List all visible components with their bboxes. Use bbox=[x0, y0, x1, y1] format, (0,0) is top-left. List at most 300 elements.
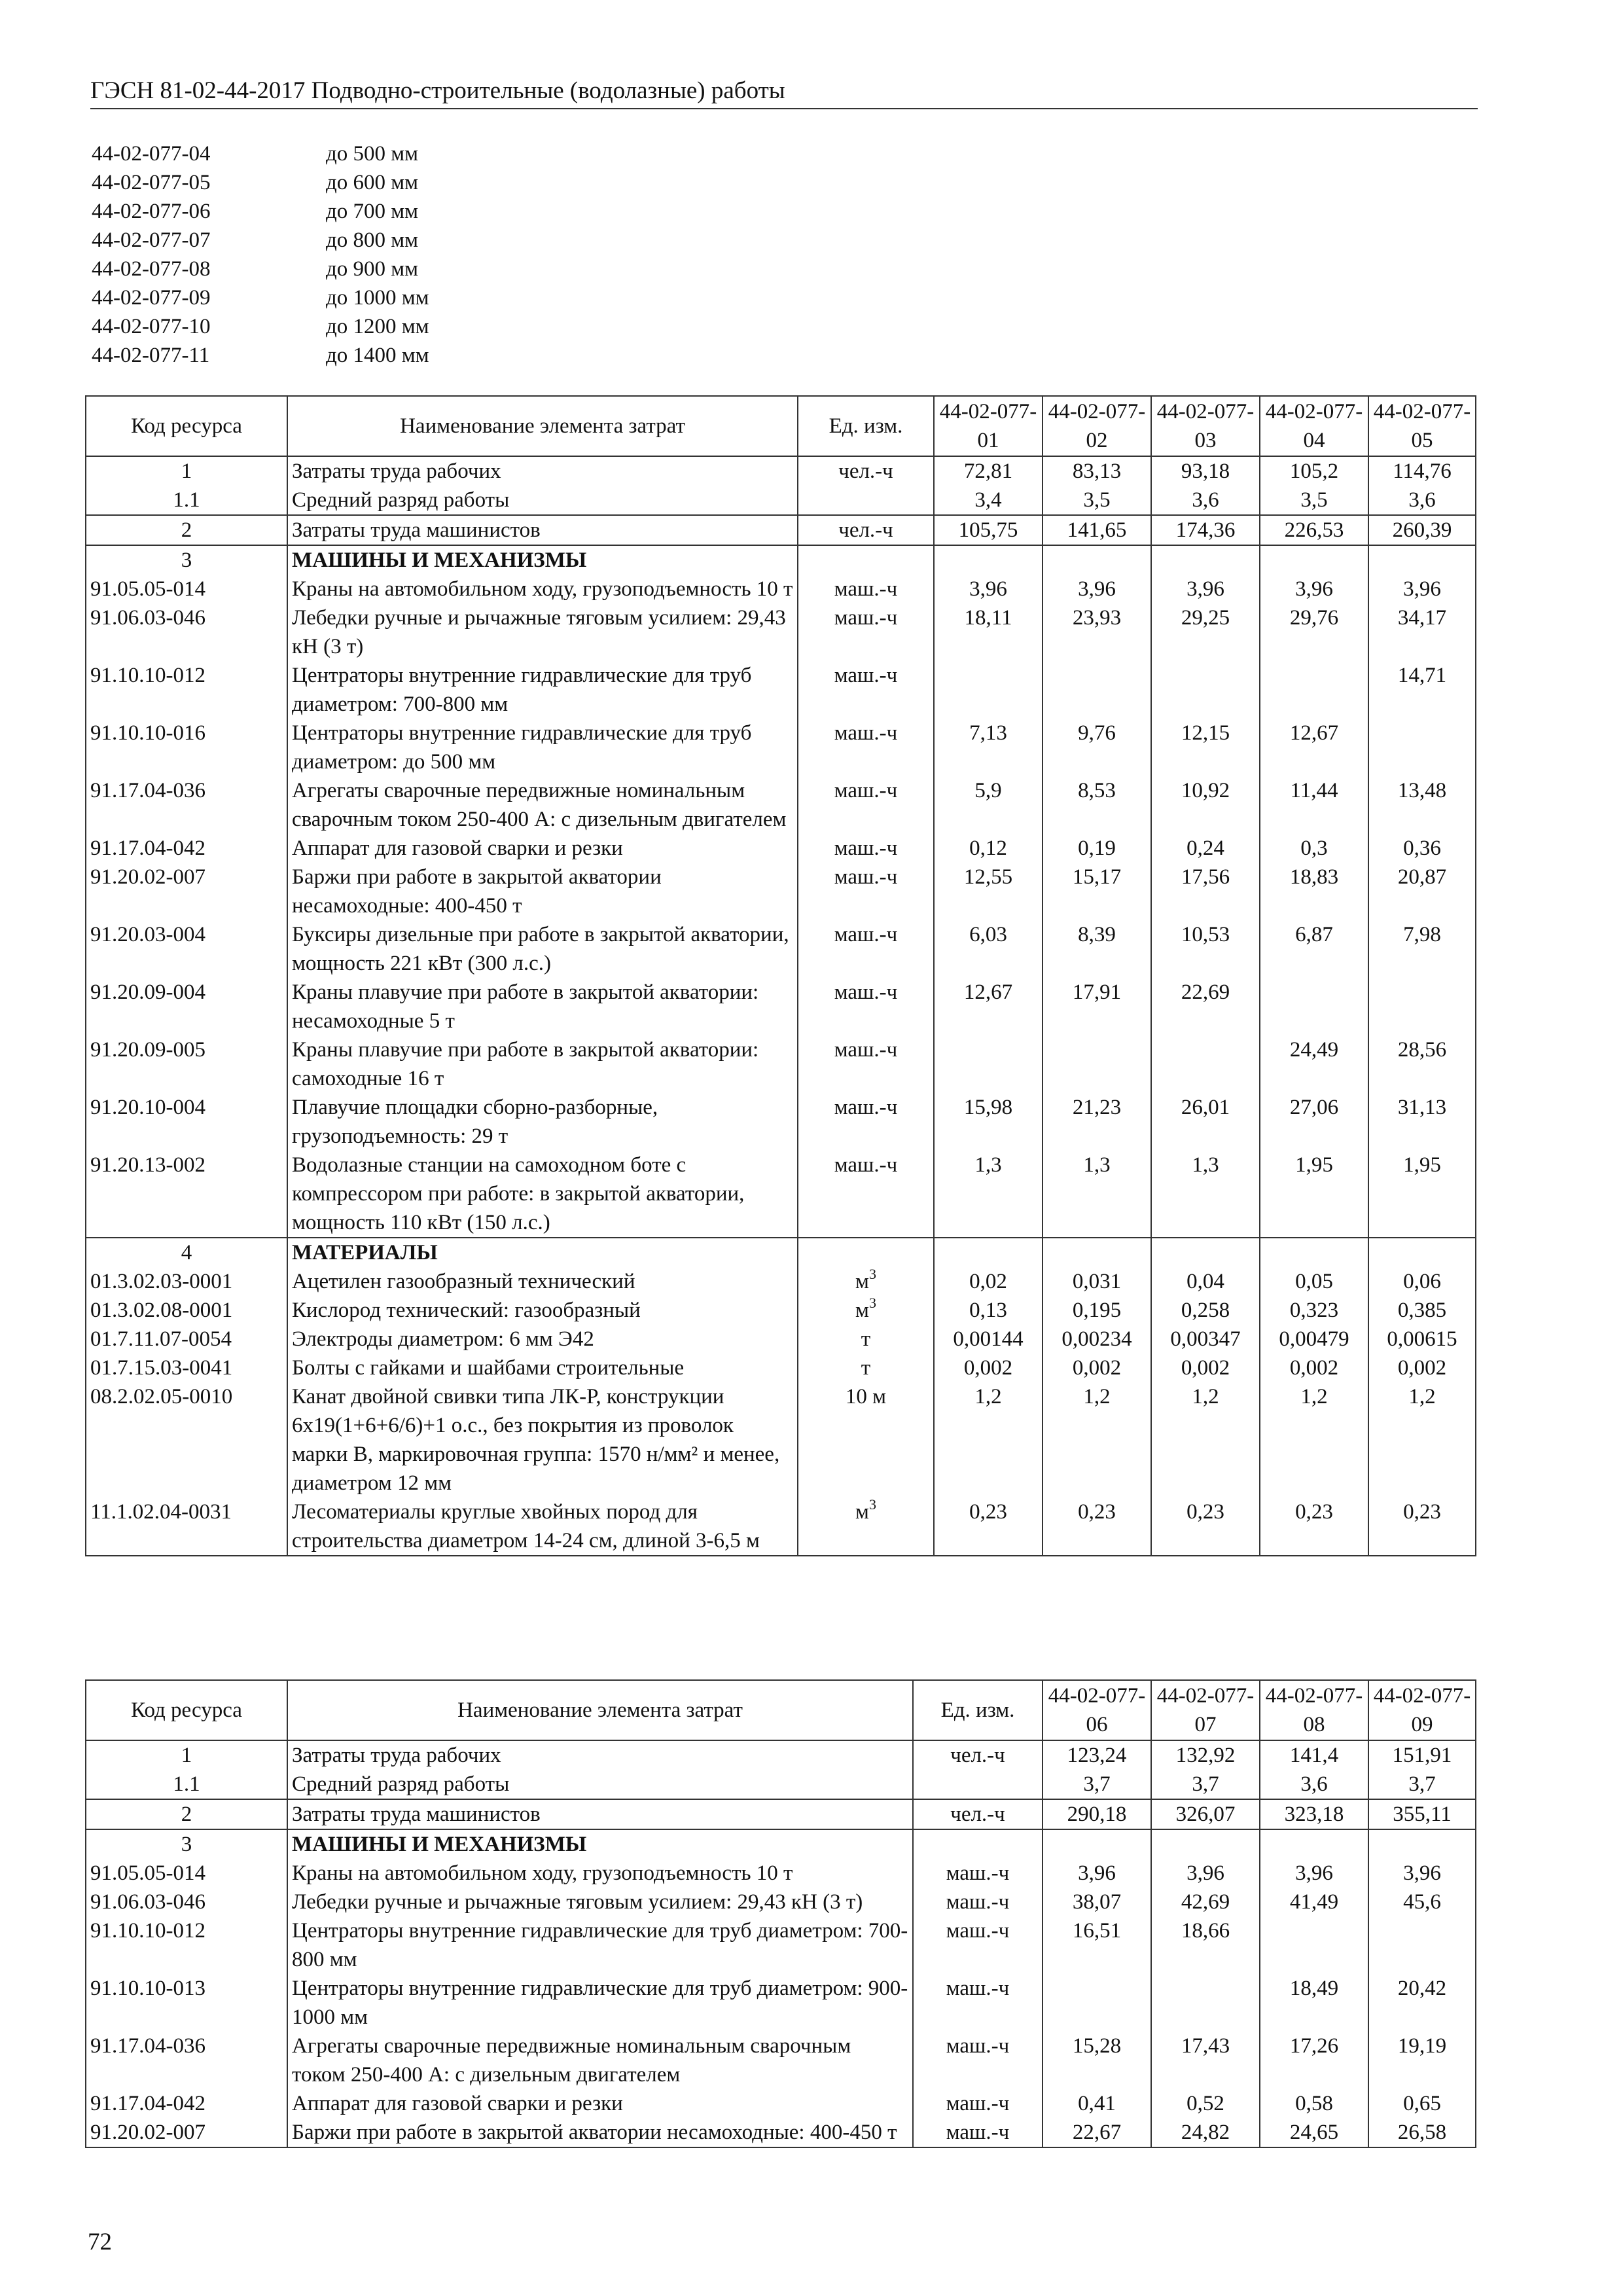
table-row bbox=[86, 603, 1476, 661]
value-cell: 3,4 bbox=[934, 486, 1043, 515]
table-row bbox=[86, 661, 1476, 719]
table-row bbox=[86, 1916, 1476, 1974]
header-col: 44-02-077-05 bbox=[1368, 396, 1476, 456]
unit-superscript: 3 bbox=[868, 1295, 876, 1311]
value-cell: 18,83 bbox=[1260, 863, 1368, 920]
resource-unit bbox=[798, 603, 934, 661]
code-number: 44-02-077-05 bbox=[92, 171, 211, 194]
resource-name: МАШИНЫ И МЕХАНИЗМЫ bbox=[287, 1829, 913, 1859]
value-cell: 290,18 bbox=[1043, 1799, 1151, 1829]
value-cell: 0,002 bbox=[1260, 1354, 1368, 1382]
resource-code: 08.2.02.05-0010 bbox=[86, 1382, 287, 1498]
value-cell: 8,39 bbox=[1043, 920, 1151, 978]
resource-name: Краны на автомобильном ходу, грузоподъемность 10 т bbox=[287, 1859, 913, 1888]
table-body bbox=[86, 1740, 1476, 2147]
value-cell: 141,65 bbox=[1043, 515, 1151, 545]
value-cell: 0,00234 bbox=[1043, 1325, 1151, 1354]
resource-name: Краны плавучие при работе в закрытой акватории: самоходные 16 т bbox=[287, 1035, 798, 1093]
value-cell: 3,96 bbox=[934, 575, 1043, 603]
code-number: 44-02-077-04 bbox=[92, 142, 211, 166]
value-cell bbox=[1260, 1916, 1368, 1974]
value-cell: 0,23 bbox=[1043, 1498, 1151, 1556]
resource-code: 11.1.02.04-0031 bbox=[86, 1498, 287, 1556]
unit-text: маш.-ч bbox=[834, 664, 898, 687]
table-row bbox=[86, 1238, 1476, 1267]
value-cell: 17,56 bbox=[1151, 863, 1260, 920]
value-cell: 34,17 bbox=[1368, 603, 1476, 661]
value-cell: 24,65 bbox=[1260, 2118, 1368, 2147]
header-code: Код ресурса bbox=[86, 396, 287, 456]
value-cell: 19,19 bbox=[1368, 2032, 1476, 2089]
value-cell: 17,43 bbox=[1151, 2032, 1260, 2089]
value-cell: 93,18 bbox=[1151, 456, 1260, 486]
code-description: до 1400 мм bbox=[326, 344, 429, 367]
header-col: 44-02-077-01 bbox=[934, 396, 1043, 456]
table-row bbox=[86, 515, 1476, 545]
resource-code: 1.1 bbox=[86, 486, 287, 515]
value-cell: 0,36 bbox=[1368, 834, 1476, 863]
value-cell: 174,36 bbox=[1151, 515, 1260, 545]
value-cell bbox=[1043, 1035, 1151, 1093]
value-cell bbox=[1151, 1829, 1260, 1859]
value-cell: 18,49 bbox=[1260, 1974, 1368, 2032]
resource-unit bbox=[798, 719, 934, 776]
value-cell: 45,6 bbox=[1368, 1888, 1476, 1916]
resource-unit bbox=[798, 456, 934, 486]
value-cell bbox=[1260, 1829, 1368, 1859]
resource-name: Затраты труда рабочих bbox=[287, 456, 798, 486]
value-cell: 10,53 bbox=[1151, 920, 1260, 978]
value-cell: 72,81 bbox=[934, 456, 1043, 486]
value-cell: 0,41 bbox=[1043, 2089, 1151, 2118]
value-cell: 83,13 bbox=[1043, 456, 1151, 486]
value-cell: 0,00347 bbox=[1151, 1325, 1260, 1354]
code-list-item bbox=[92, 341, 429, 370]
value-cell: 0,031 bbox=[1043, 1267, 1151, 1296]
resource-name: Краны на автомобильном ходу, грузоподъемность 10 т bbox=[287, 575, 798, 603]
table-row bbox=[86, 456, 1476, 486]
value-cell: 3,6 bbox=[1368, 486, 1476, 515]
value-cell bbox=[1043, 1238, 1151, 1267]
resource-unit bbox=[798, 978, 934, 1035]
value-cell: 9,76 bbox=[1043, 719, 1151, 776]
value-cell bbox=[1368, 1916, 1476, 1974]
table-row bbox=[86, 2089, 1476, 2118]
value-cell: 15,17 bbox=[1043, 863, 1151, 920]
resource-code: 91.10.10-016 bbox=[86, 719, 287, 776]
resource-code: 1 bbox=[86, 1740, 287, 1770]
value-cell bbox=[1043, 661, 1151, 719]
unit-text: маш.-ч bbox=[834, 1153, 898, 1177]
value-cell: 15,98 bbox=[934, 1093, 1043, 1151]
value-cell: 31,13 bbox=[1368, 1093, 1476, 1151]
value-cell: 3,6 bbox=[1260, 1770, 1368, 1799]
code-description: до 1000 мм bbox=[326, 286, 429, 310]
table-row bbox=[86, 1740, 1476, 1770]
value-cell: 326,07 bbox=[1151, 1799, 1260, 1829]
unit-text: чел.-ч bbox=[950, 1803, 1005, 1826]
table-row bbox=[86, 1498, 1476, 1556]
resource-name: Канат двойной свивки типа ЛК-Р, конструкции 6х19(1+6+6/6)+1 о.с., без покрытия из проволок марки В, маркировочная группа: 1570 н/мм² и менее, диаметром 12 мм bbox=[287, 1382, 798, 1498]
value-cell: 0,002 bbox=[1151, 1354, 1260, 1382]
resource-code: 91.05.05-014 bbox=[86, 1859, 287, 1888]
unit-text: маш.-ч bbox=[834, 577, 898, 601]
table-header-row bbox=[86, 1680, 1476, 1740]
header-name: Наименование элемента затрат bbox=[287, 1680, 913, 1740]
value-cell bbox=[1368, 545, 1476, 575]
table-header-row bbox=[86, 396, 1476, 456]
value-cell: 3,7 bbox=[1043, 1770, 1151, 1799]
value-cell: 26,58 bbox=[1368, 2118, 1476, 2147]
resource-code: 91.17.04-036 bbox=[86, 2032, 287, 2089]
resource-unit bbox=[798, 661, 934, 719]
resource-unit bbox=[798, 1267, 934, 1296]
resource-unit bbox=[798, 515, 934, 545]
value-cell bbox=[934, 545, 1043, 575]
resource-code: 2 bbox=[86, 1799, 287, 1829]
table-row bbox=[86, 1382, 1476, 1498]
code-description: до 500 мм bbox=[326, 142, 419, 166]
table-row bbox=[86, 1770, 1476, 1799]
code-description: до 600 мм bbox=[326, 171, 419, 194]
value-cell: 3,7 bbox=[1151, 1770, 1260, 1799]
code-list-item bbox=[92, 168, 429, 197]
resource-code: 2 bbox=[86, 515, 287, 545]
value-cell bbox=[1151, 661, 1260, 719]
resource-code: 01.3.02.03-0001 bbox=[86, 1267, 287, 1296]
code-list-item bbox=[92, 226, 429, 255]
value-cell: 7,13 bbox=[934, 719, 1043, 776]
table-row bbox=[86, 1829, 1476, 1859]
resource-unit bbox=[798, 1151, 934, 1238]
code-list-item bbox=[92, 283, 429, 312]
resource-name: Аппарат для газовой сварки и резки bbox=[287, 2089, 913, 2118]
value-cell: 1,95 bbox=[1260, 1151, 1368, 1238]
value-cell: 0,002 bbox=[1368, 1354, 1476, 1382]
resource-name: Буксиры дизельные при работе в закрытой акватории, мощность 221 кВт (300 л.с.) bbox=[287, 920, 798, 978]
table-row bbox=[86, 1267, 1476, 1296]
unit-text: м bbox=[855, 1500, 869, 1524]
value-cell: 18,66 bbox=[1151, 1916, 1260, 1974]
table-row bbox=[86, 1888, 1476, 1916]
value-cell: 1,95 bbox=[1368, 1151, 1476, 1238]
value-cell: 15,28 bbox=[1043, 2032, 1151, 2089]
code-number: 44-02-077-10 bbox=[92, 315, 211, 338]
resource-code: 91.20.13-002 bbox=[86, 1151, 287, 1238]
value-cell: 3,96 bbox=[1043, 575, 1151, 603]
resource-code: 91.06.03-046 bbox=[86, 1888, 287, 1916]
unit-text: маш.-ч bbox=[946, 1977, 1010, 2000]
resource-code: 91.17.04-036 bbox=[86, 776, 287, 834]
resource-code: 3 bbox=[86, 1829, 287, 1859]
value-cell: 3,96 bbox=[1151, 1859, 1260, 1888]
value-cell bbox=[1368, 1238, 1476, 1267]
header-code: Код ресурса bbox=[86, 1680, 287, 1740]
resource-code: 1.1 bbox=[86, 1770, 287, 1799]
resource-unit bbox=[798, 863, 934, 920]
value-cell: 0,00479 bbox=[1260, 1325, 1368, 1354]
header-col: 44-02-077-08 bbox=[1260, 1680, 1368, 1740]
value-cell: 16,51 bbox=[1043, 1916, 1151, 1974]
value-cell: 3,5 bbox=[1043, 486, 1151, 515]
value-cell: 3,96 bbox=[1151, 575, 1260, 603]
table-row bbox=[86, 486, 1476, 515]
value-cell: 1,2 bbox=[1368, 1382, 1476, 1498]
value-cell bbox=[1151, 1035, 1260, 1093]
value-cell: 3,7 bbox=[1368, 1770, 1476, 1799]
unit-text: маш.-ч bbox=[834, 865, 898, 889]
code-list-item bbox=[92, 197, 429, 226]
value-cell: 10,92 bbox=[1151, 776, 1260, 834]
table-row bbox=[86, 1296, 1476, 1325]
table-row bbox=[86, 545, 1476, 575]
page-number: 72 bbox=[88, 2229, 112, 2255]
resource-code: 91.20.02-007 bbox=[86, 2118, 287, 2147]
resource-code: 91.20.09-005 bbox=[86, 1035, 287, 1093]
code-list-item bbox=[92, 255, 429, 283]
value-cell: 29,25 bbox=[1151, 603, 1260, 661]
resource-name: Лесоматериалы круглые хвойных пород для строительства диаметром 14-24 см, длиной 3-6,5 м bbox=[287, 1498, 798, 1556]
resource-code: 91.06.03-046 bbox=[86, 603, 287, 661]
value-cell: 0,23 bbox=[1260, 1498, 1368, 1556]
value-cell: 123,24 bbox=[1043, 1740, 1151, 1770]
resource-code: 91.17.04-042 bbox=[86, 834, 287, 863]
value-cell: 0,195 bbox=[1043, 1296, 1151, 1325]
resource-code: 1 bbox=[86, 456, 287, 486]
resource-name: Центраторы внутренние гидравлические для труб диаметром: 700-800 мм bbox=[287, 661, 798, 719]
resource-name: Центраторы внутренние гидравлические для труб диаметром: 900-1000 мм bbox=[287, 1974, 913, 2032]
value-cell: 23,93 bbox=[1043, 603, 1151, 661]
resource-unit bbox=[798, 1354, 934, 1382]
value-cell: 6,03 bbox=[934, 920, 1043, 978]
value-cell: 5,9 bbox=[934, 776, 1043, 834]
value-cell bbox=[1368, 1829, 1476, 1859]
unit-text: маш.-ч bbox=[946, 1919, 1010, 1943]
unit-text: маш.-ч bbox=[946, 2092, 1010, 2115]
unit-text: чел.-ч bbox=[950, 1744, 1005, 1767]
unit-text: м bbox=[855, 1270, 869, 1293]
table-row bbox=[86, 978, 1476, 1035]
header-col: 44-02-077-03 bbox=[1151, 396, 1260, 456]
resource-unit bbox=[913, 1770, 1043, 1799]
header-col: 44-02-077-02 bbox=[1043, 396, 1151, 456]
value-cell bbox=[1151, 545, 1260, 575]
resource-name: Ацетилен газообразный технический bbox=[287, 1267, 798, 1296]
value-cell bbox=[1368, 978, 1476, 1035]
value-cell: 0,24 bbox=[1151, 834, 1260, 863]
code-list-item bbox=[92, 312, 429, 341]
value-cell: 141,4 bbox=[1260, 1740, 1368, 1770]
value-cell: 0,23 bbox=[1151, 1498, 1260, 1556]
unit-text: маш.-ч bbox=[834, 1096, 898, 1119]
resource-unit bbox=[913, 1740, 1043, 1770]
resource-name: Плавучие площадки сборно-разборные, грузоподъемность: 29 т bbox=[287, 1093, 798, 1151]
value-cell bbox=[1043, 1974, 1151, 2032]
unit-text: маш.-ч bbox=[834, 1038, 898, 1062]
unit-text: маш.-ч bbox=[834, 606, 898, 630]
resource-unit bbox=[913, 2089, 1043, 2118]
value-cell: 0,3 bbox=[1260, 834, 1368, 863]
code-description: до 900 мм bbox=[326, 257, 419, 281]
unit-superscript: 3 bbox=[868, 1496, 876, 1513]
resource-unit bbox=[913, 1829, 1043, 1859]
value-cell: 0,385 bbox=[1368, 1296, 1476, 1325]
value-cell: 0,58 bbox=[1260, 2089, 1368, 2118]
resource-unit bbox=[798, 1035, 934, 1093]
resource-unit bbox=[798, 1325, 934, 1354]
value-cell: 3,96 bbox=[1368, 1859, 1476, 1888]
value-cell: 22,67 bbox=[1043, 2118, 1151, 2147]
value-cell: 21,23 bbox=[1043, 1093, 1151, 1151]
resource-unit bbox=[798, 1093, 934, 1151]
value-cell bbox=[1260, 978, 1368, 1035]
code-number: 44-02-077-08 bbox=[92, 257, 211, 281]
unit-text: т bbox=[861, 1327, 871, 1351]
value-cell: 17,26 bbox=[1260, 2032, 1368, 2089]
header-name: Наименование элемента затрат bbox=[287, 396, 798, 456]
unit-text: маш.-ч bbox=[834, 980, 898, 1004]
header-col: 44-02-077-06 bbox=[1043, 1680, 1151, 1740]
resource-unit bbox=[798, 1498, 934, 1556]
header-col: 44-02-077-04 bbox=[1260, 396, 1368, 456]
resource-table-1 bbox=[85, 395, 1476, 1556]
value-cell: 3,96 bbox=[1043, 1859, 1151, 1888]
value-cell: 14,71 bbox=[1368, 661, 1476, 719]
resource-code: 01.3.02.08-0001 bbox=[86, 1296, 287, 1325]
resource-unit bbox=[798, 776, 934, 834]
value-cell bbox=[934, 1238, 1043, 1267]
value-cell: 1,2 bbox=[1043, 1382, 1151, 1498]
value-cell: 0,12 bbox=[934, 834, 1043, 863]
value-cell: 12,67 bbox=[1260, 719, 1368, 776]
resource-code: 91.17.04-042 bbox=[86, 2089, 287, 2118]
unit-text: маш.-ч bbox=[946, 2034, 1010, 2058]
resource-unit bbox=[913, 2032, 1043, 2089]
unit-text: маш.-ч bbox=[946, 1861, 1010, 1885]
value-cell: 3,96 bbox=[1260, 575, 1368, 603]
unit-text: т bbox=[861, 1356, 871, 1380]
value-cell: 0,13 bbox=[934, 1296, 1043, 1325]
value-cell: 0,23 bbox=[1368, 1498, 1476, 1556]
value-cell: 3,96 bbox=[1368, 575, 1476, 603]
value-cell: 226,53 bbox=[1260, 515, 1368, 545]
unit-text: чел.-ч bbox=[838, 518, 893, 542]
resource-code: 91.20.09-004 bbox=[86, 978, 287, 1035]
value-cell: 0,52 bbox=[1151, 2089, 1260, 2118]
resource-name: Затраты труда машинистов bbox=[287, 1799, 913, 1829]
value-cell bbox=[934, 1035, 1043, 1093]
code-description: до 700 мм bbox=[326, 200, 419, 223]
value-cell: 0,06 bbox=[1368, 1267, 1476, 1296]
unit-text: маш.-ч bbox=[834, 923, 898, 946]
value-cell: 151,91 bbox=[1368, 1740, 1476, 1770]
value-cell: 27,06 bbox=[1260, 1093, 1368, 1151]
unit-superscript: 3 bbox=[868, 1266, 876, 1282]
resource-name: Электроды диаметром: 6 мм Э42 bbox=[287, 1325, 798, 1354]
code-number: 44-02-077-06 bbox=[92, 200, 211, 223]
value-cell bbox=[1260, 1238, 1368, 1267]
value-cell: 1,2 bbox=[1260, 1382, 1368, 1498]
value-cell bbox=[934, 661, 1043, 719]
unit-text: м bbox=[855, 1299, 869, 1322]
value-cell: 29,76 bbox=[1260, 603, 1368, 661]
resource-code: 91.20.10-004 bbox=[86, 1093, 287, 1151]
resource-code: 3 bbox=[86, 545, 287, 575]
value-cell: 114,76 bbox=[1368, 456, 1476, 486]
resource-name: Агрегаты сварочные передвижные номинальным сварочным током 250-400 А: с дизельным двигателем bbox=[287, 776, 798, 834]
value-cell: 20,87 bbox=[1368, 863, 1476, 920]
resource-name: Затраты труда рабочих bbox=[287, 1740, 913, 1770]
resource-code: 91.10.10-013 bbox=[86, 1974, 287, 2032]
resource-unit bbox=[798, 920, 934, 978]
value-cell: 105,2 bbox=[1260, 456, 1368, 486]
code-number: 44-02-077-09 bbox=[92, 286, 211, 310]
value-cell: 323,18 bbox=[1260, 1799, 1368, 1829]
resource-name: МАШИНЫ И МЕХАНИЗМЫ bbox=[287, 545, 798, 575]
unit-text: маш.-ч bbox=[834, 836, 898, 860]
resource-unit bbox=[913, 1799, 1043, 1829]
code-description: до 1200 мм bbox=[326, 315, 429, 338]
value-cell: 3,6 bbox=[1151, 486, 1260, 515]
value-cell: 1,3 bbox=[1043, 1151, 1151, 1238]
unit-text: маш.-ч bbox=[834, 779, 898, 802]
value-cell: 22,69 bbox=[1151, 978, 1260, 1035]
resource-unit bbox=[798, 1238, 934, 1267]
table-row bbox=[86, 1859, 1476, 1888]
value-cell bbox=[1260, 545, 1368, 575]
value-cell bbox=[1368, 719, 1476, 776]
value-cell: 20,42 bbox=[1368, 1974, 1476, 2032]
unit-text: чел.-ч bbox=[838, 459, 893, 483]
value-cell: 28,56 bbox=[1368, 1035, 1476, 1093]
table-row bbox=[86, 1093, 1476, 1151]
value-cell: 1,3 bbox=[1151, 1151, 1260, 1238]
resource-name: Средний разряд работы bbox=[287, 486, 798, 515]
value-cell: 13,48 bbox=[1368, 776, 1476, 834]
unit-text: маш.-ч bbox=[946, 1890, 1010, 1914]
table-row bbox=[86, 575, 1476, 603]
resource-unit bbox=[798, 1382, 934, 1498]
resource-unit bbox=[798, 1296, 934, 1325]
table-row bbox=[86, 2118, 1476, 2147]
value-cell: 0,04 bbox=[1151, 1267, 1260, 1296]
value-cell: 3,96 bbox=[1260, 1859, 1368, 1888]
value-cell bbox=[1151, 1974, 1260, 2032]
resource-name: Агрегаты сварочные передвижные номинальным сварочным током 250-400 А: с дизельным двигателем bbox=[287, 2032, 913, 2089]
code-list bbox=[92, 139, 429, 370]
resource-unit bbox=[798, 545, 934, 575]
resource-code: 91.10.10-012 bbox=[86, 1916, 287, 1974]
resource-name: МАТЕРИАЛЫ bbox=[287, 1238, 798, 1267]
resource-code: 91.10.10-012 bbox=[86, 661, 287, 719]
resource-unit bbox=[913, 1916, 1043, 1974]
value-cell: 0,23 bbox=[934, 1498, 1043, 1556]
resource-code: 01.7.15.03-0041 bbox=[86, 1354, 287, 1382]
resource-name: Лебедки ручные и рычажные тяговым усилием: 29,43 кН (3 т) bbox=[287, 603, 798, 661]
resource-table-2 bbox=[85, 1679, 1476, 2148]
table-row bbox=[86, 776, 1476, 834]
value-cell: 26,01 bbox=[1151, 1093, 1260, 1151]
resource-unit bbox=[913, 2118, 1043, 2147]
value-cell: 18,11 bbox=[934, 603, 1043, 661]
resource-unit bbox=[798, 834, 934, 863]
value-cell bbox=[1260, 661, 1368, 719]
code-list-item bbox=[92, 139, 429, 168]
resource-unit bbox=[798, 486, 934, 515]
table-row bbox=[86, 1151, 1476, 1238]
value-cell: 0,05 bbox=[1260, 1267, 1368, 1296]
value-cell: 24,49 bbox=[1260, 1035, 1368, 1093]
